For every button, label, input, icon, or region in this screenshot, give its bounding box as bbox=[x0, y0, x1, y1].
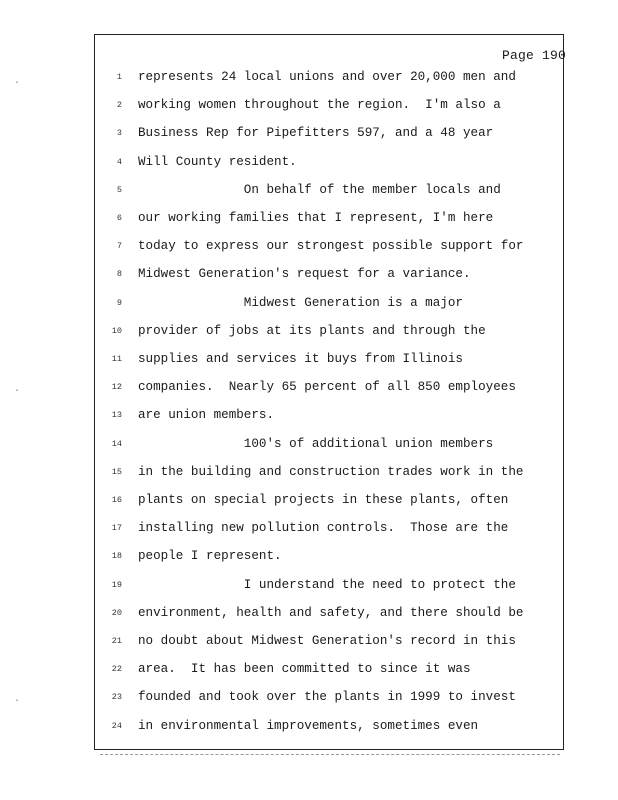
transcript-line bbox=[100, 294, 560, 312]
line-text: On behalf of the member locals and bbox=[138, 182, 501, 197]
transcript-line bbox=[100, 660, 560, 678]
line-text: installing new pollution controls. Those are the bbox=[138, 521, 509, 536]
line-number: 2 bbox=[116, 100, 122, 111]
transcript-line bbox=[100, 96, 560, 114]
line-number: 23 bbox=[111, 692, 122, 703]
line-text: area. It has been committed to since it was bbox=[138, 662, 471, 677]
line-number: 18 bbox=[111, 551, 122, 562]
line-text: provider of jobs at its plants and through the bbox=[138, 323, 486, 338]
line-text: companies. Nearly 65 percent of all 850 employees bbox=[138, 380, 516, 395]
line-number: 1 bbox=[116, 72, 122, 82]
line-text: founded and took over the plants in 1999 to invest bbox=[138, 690, 516, 705]
line-text: supplies and services it buys from Illinois bbox=[138, 352, 463, 366]
line-number: 3 bbox=[116, 128, 122, 139]
transcript-line bbox=[100, 406, 560, 424]
margin-hole-mark-middle: · bbox=[14, 386, 21, 397]
transcript-line bbox=[100, 378, 560, 396]
line-text: our working families that I represent, I'm here bbox=[138, 211, 494, 225]
transcript-line bbox=[100, 265, 560, 283]
line-number: 21 bbox=[111, 636, 122, 646]
line-number: 9 bbox=[116, 297, 122, 308]
line-text: Will County resident. bbox=[138, 154, 297, 169]
line-text: working women throughout the region. I'm also a bbox=[138, 98, 501, 113]
transcript-line bbox=[100, 632, 560, 650]
transcript-line bbox=[100, 435, 560, 453]
line-number: 10 bbox=[111, 325, 122, 336]
transcript-line bbox=[100, 68, 560, 86]
transcript-line bbox=[100, 237, 560, 255]
transcript-line bbox=[100, 604, 560, 622]
transcript-line bbox=[100, 491, 560, 509]
line-text: plants on special projects in these plants, often bbox=[138, 493, 509, 507]
line-number: 8 bbox=[116, 269, 122, 280]
transcript-line bbox=[100, 350, 560, 368]
margin-hole-mark-top: · bbox=[14, 78, 21, 89]
transcript-line bbox=[100, 153, 560, 171]
transcript-line bbox=[100, 519, 560, 537]
transcript-line bbox=[100, 322, 560, 340]
line-text: I understand the need to protect the bbox=[138, 577, 516, 592]
line-text: people I represent. bbox=[138, 549, 282, 564]
line-number: 17 bbox=[111, 523, 122, 534]
line-text: environment, health and safety, and there should be bbox=[138, 605, 524, 620]
line-text: in the building and construction trades work in the bbox=[138, 464, 524, 479]
line-text: Midwest Generation's request for a variance. bbox=[138, 267, 471, 282]
line-text: no doubt about Midwest Generation's record in this bbox=[138, 634, 516, 648]
page-number: Page 190 bbox=[501, 48, 566, 63]
margin-hole-mark-bottom: · bbox=[14, 696, 21, 707]
transcript-line bbox=[100, 576, 560, 594]
line-number: 16 bbox=[111, 495, 122, 505]
transcript-line bbox=[100, 717, 560, 735]
transcript-line bbox=[100, 547, 560, 565]
line-number: 5 bbox=[116, 184, 122, 195]
transcript-line bbox=[100, 463, 560, 481]
line-text: Business Rep for Pipefitters 597, and a 48 year bbox=[138, 126, 494, 141]
transcript-line bbox=[100, 209, 560, 227]
line-number: 6 bbox=[116, 213, 122, 223]
line-number: 19 bbox=[111, 579, 122, 590]
line-text: are union members. bbox=[138, 408, 275, 423]
line-text: Midwest Generation is a major bbox=[138, 295, 463, 310]
line-number: 13 bbox=[111, 410, 122, 421]
line-number: 4 bbox=[116, 156, 122, 167]
line-number: 7 bbox=[116, 241, 122, 252]
line-text: 100's of additional union members bbox=[138, 436, 494, 451]
line-number: 15 bbox=[111, 466, 122, 477]
line-number: 20 bbox=[111, 607, 122, 618]
line-text: in environmental improvements, sometimes even bbox=[138, 718, 479, 733]
transcript-line bbox=[100, 688, 560, 706]
line-number: 24 bbox=[111, 720, 122, 731]
line-number: 12 bbox=[111, 382, 122, 393]
line-text: represents 24 local unions and over 20,000 men and bbox=[138, 70, 516, 84]
line-number: 11 bbox=[111, 354, 122, 364]
transcript-line bbox=[100, 124, 560, 142]
line-number: 22 bbox=[111, 664, 122, 675]
line-number: 14 bbox=[111, 438, 122, 449]
bottom-rule bbox=[100, 754, 560, 755]
line-text: today to express our strongest possible support for bbox=[138, 239, 524, 254]
transcript-line bbox=[100, 181, 560, 199]
